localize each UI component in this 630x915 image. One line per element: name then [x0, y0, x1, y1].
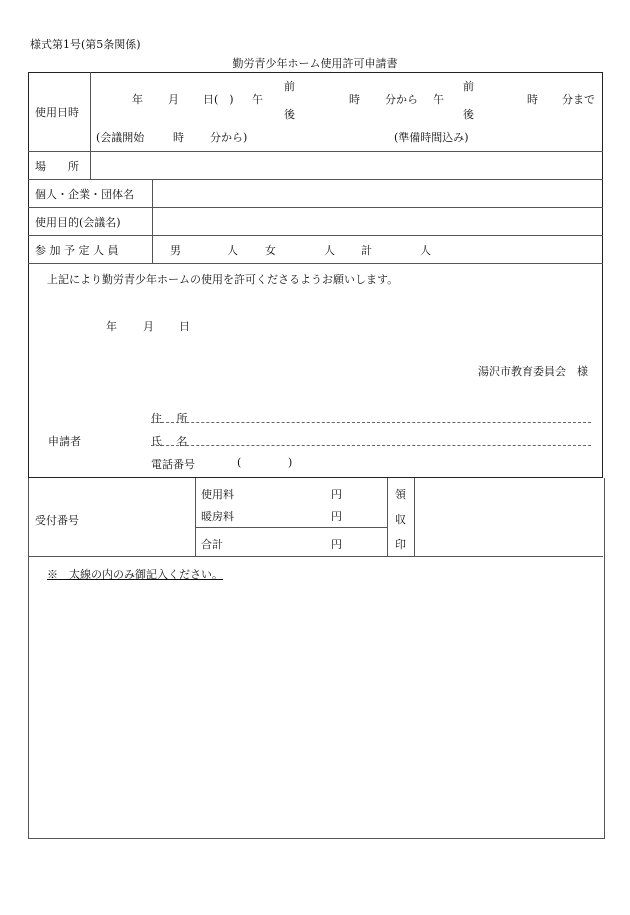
row-divider	[28, 151, 603, 152]
applicant-name-label: 個人・企業・団体名	[35, 188, 134, 201]
purpose-label: 使用目的(会議名)	[35, 216, 121, 229]
usage-until: 分まで	[562, 93, 595, 106]
row-divider	[28, 179, 603, 180]
usage-mae-2: 前	[463, 80, 474, 93]
address-label: 住 所	[151, 412, 188, 425]
form-id: 様式第1号(第5条関係)	[30, 38, 141, 51]
name-line	[151, 445, 591, 446]
usage-hour-2: 時	[527, 93, 538, 106]
heating-fee-yen: 円	[331, 510, 342, 523]
meeting-from: 分から)	[210, 131, 248, 144]
total-yen: 円	[331, 538, 342, 551]
column-divider	[387, 478, 388, 556]
usage-ampm-2: 午	[433, 93, 444, 106]
usage-day: 日( )	[203, 93, 234, 106]
receipt-number-label: 受付番号	[35, 514, 79, 527]
date-month: 月	[143, 320, 154, 333]
row-divider	[28, 207, 603, 208]
receipt-stamp-char-1: 領	[395, 488, 406, 501]
request-text: 上記により勤労青少年ホームの使用を許可くださるようお願いします。	[47, 273, 399, 286]
usage-fee-yen: 円	[331, 488, 342, 501]
usage-hour-1: 時	[349, 93, 360, 106]
participants-person-3: 人	[420, 244, 431, 257]
phone-paren-close: )	[288, 456, 293, 469]
date-day: 日	[179, 320, 190, 333]
column-divider	[195, 478, 196, 556]
participants-person-1: 人	[227, 244, 238, 257]
usage-mae-1: 前	[284, 80, 295, 93]
participants-male: 男	[170, 244, 181, 257]
applicant-label: 申請者	[48, 435, 81, 448]
receipt-stamp-char-3: 印	[395, 538, 406, 551]
total-label: 合計	[201, 538, 223, 551]
addressee: 湯沢市教育委員会 様	[478, 365, 588, 378]
address-line	[151, 422, 591, 423]
participants-total: 計	[361, 244, 372, 257]
column-divider	[414, 478, 415, 556]
place-label: 場 所	[35, 160, 79, 173]
usage-go-1: 後	[284, 108, 295, 121]
heating-fee-label: 暖房料	[201, 510, 234, 523]
usage-ampm-1: 午	[252, 93, 263, 106]
participants-female: 女	[265, 244, 276, 257]
form-title: 勤労青少年ホーム使用許可申請書	[232, 57, 398, 70]
office-use-section	[28, 478, 605, 839]
usage-fee-label: 使用料	[201, 488, 234, 501]
instruction-note: ※ 太線の内のみ御記入ください。	[47, 568, 223, 581]
date-year: 年	[106, 320, 117, 333]
meeting-hour: 時	[173, 131, 184, 144]
usage-year: 年	[132, 93, 143, 106]
usage-go-2: 後	[463, 108, 474, 121]
name-label: 氏 名	[151, 435, 188, 448]
participants-label: 参 加 予 定 人 員	[35, 244, 119, 257]
usage-month: 月	[168, 93, 179, 106]
row-divider	[28, 556, 603, 557]
column-divider	[152, 179, 153, 263]
receipt-stamp-char-2: 収	[395, 513, 406, 526]
row-divider	[28, 263, 603, 264]
phone-label: 電話番号	[151, 458, 195, 471]
phone-paren-open: (	[237, 456, 242, 469]
usage-from: 分から	[385, 93, 418, 106]
row-divider	[195, 527, 387, 528]
column-divider	[90, 72, 91, 179]
participants-person-2: 人	[324, 244, 335, 257]
usage-datetime-label: 使用日時	[35, 106, 79, 119]
meeting-start: (会議開始	[96, 131, 145, 144]
prep-time: (準備時間込み)	[394, 131, 469, 144]
row-divider	[28, 235, 603, 236]
